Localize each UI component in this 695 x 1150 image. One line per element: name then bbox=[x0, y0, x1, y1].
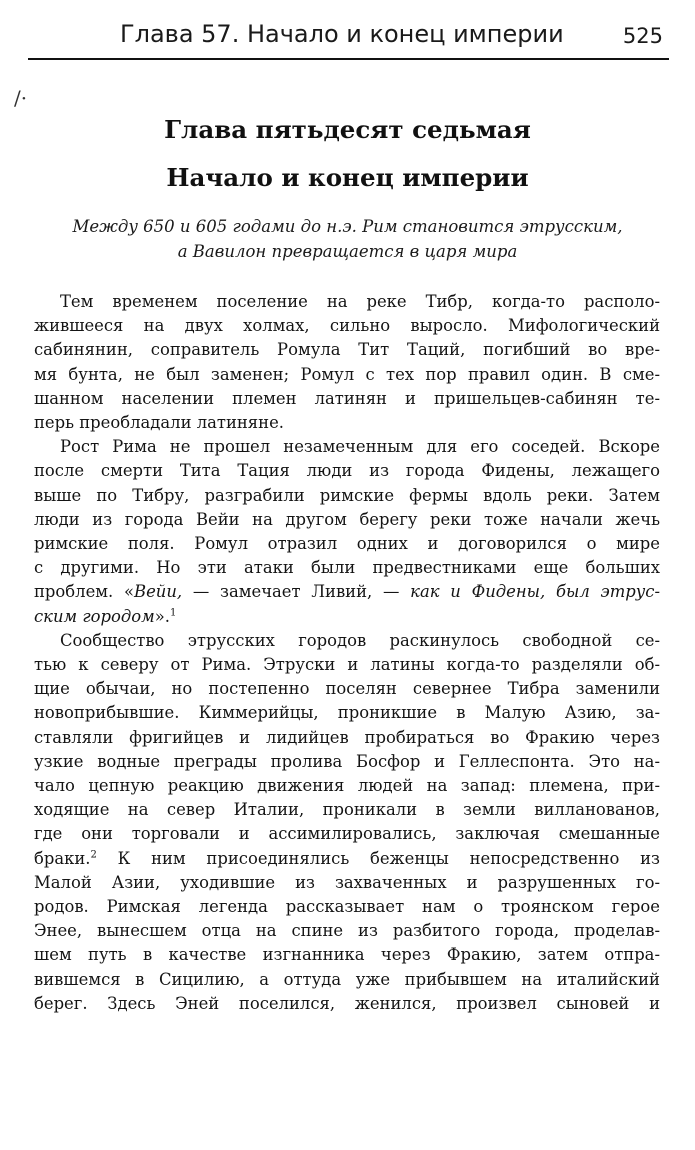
paragraph bbox=[34, 435, 660, 629]
page-number: 525 bbox=[622, 24, 663, 48]
text-run: К ним присоединялись беженцы непосредственно из bbox=[96, 848, 660, 868]
text-line: шанном населении племен латинян и пришельцев-сабинян те- bbox=[34, 388, 660, 408]
footnote-marker: 1 bbox=[169, 607, 177, 619]
text-line: мя бунта, не был заменен; Ромул с тех пор правил один. В сме- bbox=[34, 364, 660, 384]
running-title: Глава 57. Начало и конец империи bbox=[120, 20, 564, 48]
text-line bbox=[34, 580, 660, 604]
chapter-number-heading: Глава пятьдесят седьмая bbox=[164, 115, 531, 144]
text-line: Малой Азии, уходившие из захваченных и разрушенных го- bbox=[34, 872, 660, 892]
text-line bbox=[34, 847, 660, 871]
text-line: после смерти Тита Тация люди из города Фидены, лежащего bbox=[34, 461, 660, 481]
text-line: тью к северу от Рима. Этруски и латины когда-то разделяли об- bbox=[34, 655, 660, 675]
footnote-marker: 2 bbox=[90, 849, 97, 861]
text-line: жившееся на двух холмах, сильно выросло. Мифологический bbox=[34, 316, 660, 336]
margin-pencil-mark: /· bbox=[14, 86, 28, 110]
italic-quote: как и Фидены, был этрус- bbox=[410, 582, 660, 602]
text-line: щие обычаи, но постепенно поселян севернее Тибра заменили bbox=[34, 679, 660, 699]
paragraph bbox=[34, 629, 660, 1016]
text-line: шем путь в качестве изгнанника через Фракию, затем отпра- bbox=[34, 945, 660, 965]
body-text bbox=[34, 290, 660, 1016]
text-line bbox=[34, 605, 660, 629]
text-line: ставляли фригийцев и лидийцев пробираться во Фракию через bbox=[34, 727, 660, 747]
paragraph bbox=[34, 290, 660, 435]
text-line: Сообщество этрусских городов раскинулось свободной се- bbox=[60, 630, 660, 650]
text-line: сабинянин, соправитель Ромула Тит Таций, погибший во вре- bbox=[34, 340, 660, 360]
text-line: новоприбывшие. Киммерийцы, проникшие в Малую Азию, за- bbox=[34, 703, 660, 723]
italic-quote: Вейи, bbox=[134, 582, 183, 602]
text-line: Тем временем поселение на реке Тибр, когда-то располо- bbox=[60, 292, 660, 311]
text-line: ходящие на север Италии, проникали в земли виллановaнов, bbox=[34, 800, 660, 820]
text-line: Энее, вынесшем отца на спине из разбитого города, проделав- bbox=[34, 921, 660, 941]
text-line: вившемся в Сицилию, а оттуда уже прибывшем на италийский bbox=[34, 969, 660, 989]
text-line: римские поля. Ромул отразил одних и договорился о мире bbox=[34, 534, 660, 554]
text-line: выше по Тибру, разграбили римские фермы вдоль реки. Затем bbox=[34, 485, 660, 505]
text-line: родов. Римская легенда рассказывает нам о троянском герое bbox=[34, 897, 660, 917]
text-line: берег. Здесь Эней поселился, женился, произвел сыновей и bbox=[34, 993, 660, 1013]
text-line: люди из города Вейи на другом берегу реки тоже начали жечь bbox=[34, 509, 660, 529]
chapter-title: Начало и конец империи bbox=[166, 163, 529, 192]
text-line: чало цепную реакцию движения людей на запад: племена, при- bbox=[34, 776, 660, 796]
text-run: — замечает Ливий, — bbox=[182, 582, 411, 602]
text-run: проблем. « bbox=[34, 582, 135, 602]
text-line: перь преобладали латиняне. bbox=[34, 413, 284, 433]
text-line: узкие водные преграды пролива Босфор и Геллеспонта. Это на- bbox=[34, 751, 660, 771]
chapter-epigraph bbox=[42, 214, 653, 264]
text-run: браки. bbox=[34, 848, 91, 868]
epigraph-line: Между 650 и 605 годами до н.э. Рим становится этрусским, bbox=[72, 217, 623, 236]
text-run: ». bbox=[154, 606, 170, 626]
text-line: где они торговали и ассимилировались, заключая смешанные bbox=[34, 824, 660, 844]
header-rule bbox=[28, 58, 669, 60]
italic-quote: ским городом bbox=[34, 606, 155, 626]
text-line: с другими. Но эти атаки были предвестниками еще больших bbox=[34, 558, 660, 578]
text-line: Рост Рима не прошел незамеченным для его соседей. Вскоре bbox=[60, 437, 660, 457]
epigraph-line: а Вавилон превращается в царя мира bbox=[177, 242, 518, 261]
running-header bbox=[28, 18, 667, 58]
